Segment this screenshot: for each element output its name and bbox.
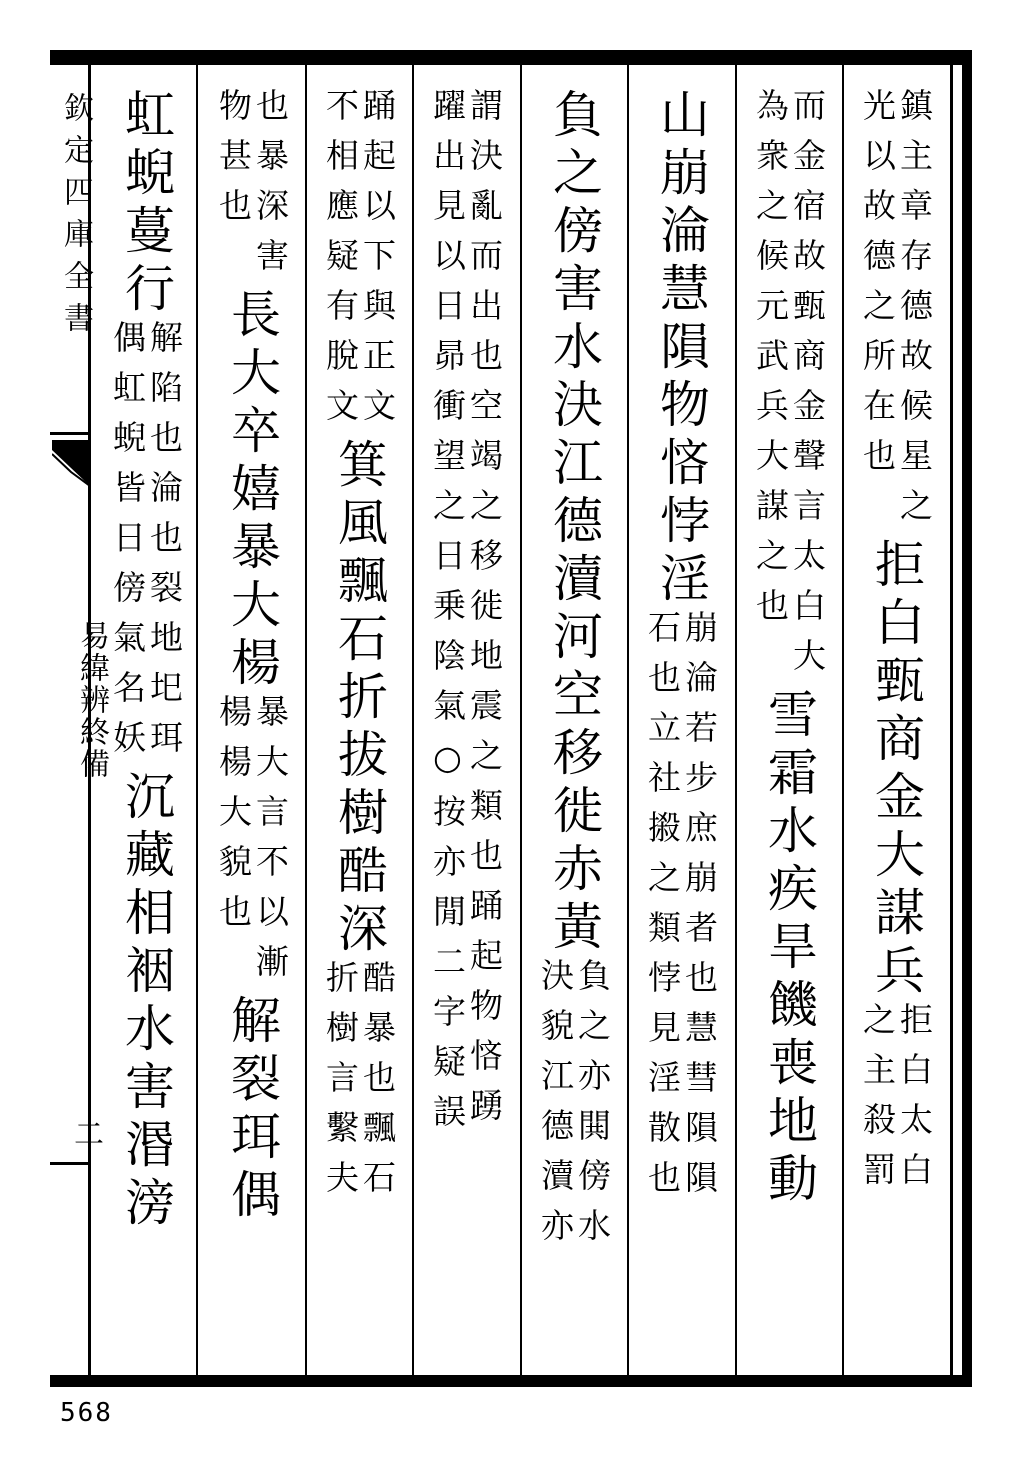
commentary-line: 踊起以下與正文 [358,88,397,438]
commentary-line: 謂決亂而出也空竭之移徙地震之類也踊起物悋踴 [465,88,504,1138]
gutter-book-title: 易緯辨終備 [74,620,109,780]
column-separator [520,65,522,1377]
commentary-line: 躍出見以日昴衝望之日乗陰氣○按亦閒二字疑誤 [428,88,467,1144]
gutter-divider [50,432,90,435]
right-border-outer [962,50,972,1387]
text-column [97,88,195,1368]
text-column [203,88,301,1368]
bottom-border [50,1375,972,1387]
commentary-line: 也暴深害 [251,88,290,288]
main-text: 雪霜水疾旱饑喪地動 [760,688,818,1210]
commentary-note [108,320,184,770]
commentary-line: 石也立社摋之類悖見淫散也 [643,610,682,1210]
commentary-line: 崩淪若步庶崩者也慧彗隕隕 [680,610,719,1210]
commentary-note [428,88,504,1144]
gutter-folio: 二 [68,1118,103,1148]
commentary-line: 暴大言不以漸 [251,694,290,994]
commentary-note [214,88,290,288]
commentary-note [858,88,934,538]
commentary-line: 酷暴也飄石 [358,960,397,1210]
text-column [310,88,408,1368]
right-border-inner [950,60,953,1380]
gutter-divider [50,1162,90,1165]
commentary-line: 而金宿故甄商金聲言太白大 [788,88,827,688]
commentary-note [643,610,719,1210]
main-text: 沉藏相裀水害湣滂 [117,770,175,1234]
text-column [632,88,730,1368]
commentary-note [536,958,612,1258]
main-text: 長大卒嬉暴大楊 [223,288,281,694]
commentary-note [751,88,827,688]
main-text: 虹蜺蔓行 [117,88,175,320]
text-column [525,88,623,1368]
commentary-line: 之主殺罰 [858,1002,897,1202]
commentary-note [214,694,290,994]
commentary-line: 鎮主章存德故候星之 [895,88,934,538]
gutter-title: 欽定四庫全書 [58,92,93,344]
commentary-line: 物甚也 [214,88,253,238]
top-border [50,50,972,65]
text-column [417,88,515,1368]
column-separator [735,65,737,1377]
column-separator [627,65,629,1377]
commentary-note [858,1002,934,1202]
fishtail-mark-icon [52,440,90,486]
commentary-line: 決貌江德瀆亦 [536,958,575,1258]
page-number: 568 [60,1398,113,1428]
commentary-line: 為衆之候元武兵大謀之也 [751,88,790,638]
text-column [847,88,945,1368]
commentary-line: 折樹言繫夫 [321,960,360,1210]
commentary-line: 負之亦閧傍水 [573,958,612,1258]
text-column [740,88,838,1368]
commentary-line: 楊楊大貌也 [214,694,253,944]
commentary-note [321,88,397,438]
main-text: 箕風飄石折拔樹酷深 [330,438,388,960]
main-text: 拒白甄商金大謀兵 [867,538,925,1002]
main-text: 負之傍害水決江德瀆河空移徙赤黃 [545,88,603,958]
column-separator [842,65,844,1377]
commentary-line: 光以故德之所在也 [858,88,897,488]
main-text: 解裂珥偶 [223,994,281,1226]
commentary-line: 解陷也淪也裂地圯珥 [145,320,184,770]
column-separator [305,65,307,1377]
commentary-line: 不相應疑有脫文 [321,88,360,438]
commentary-line: 偶虹蜺皆日傍氣名妖 [108,320,147,770]
commentary-line: 拒白太白 [895,1002,934,1202]
column-separator [412,65,414,1377]
commentary-note [321,960,397,1210]
main-text: 山崩淪慧隕物悋悖淫 [652,88,710,610]
column-separator [196,65,198,1377]
